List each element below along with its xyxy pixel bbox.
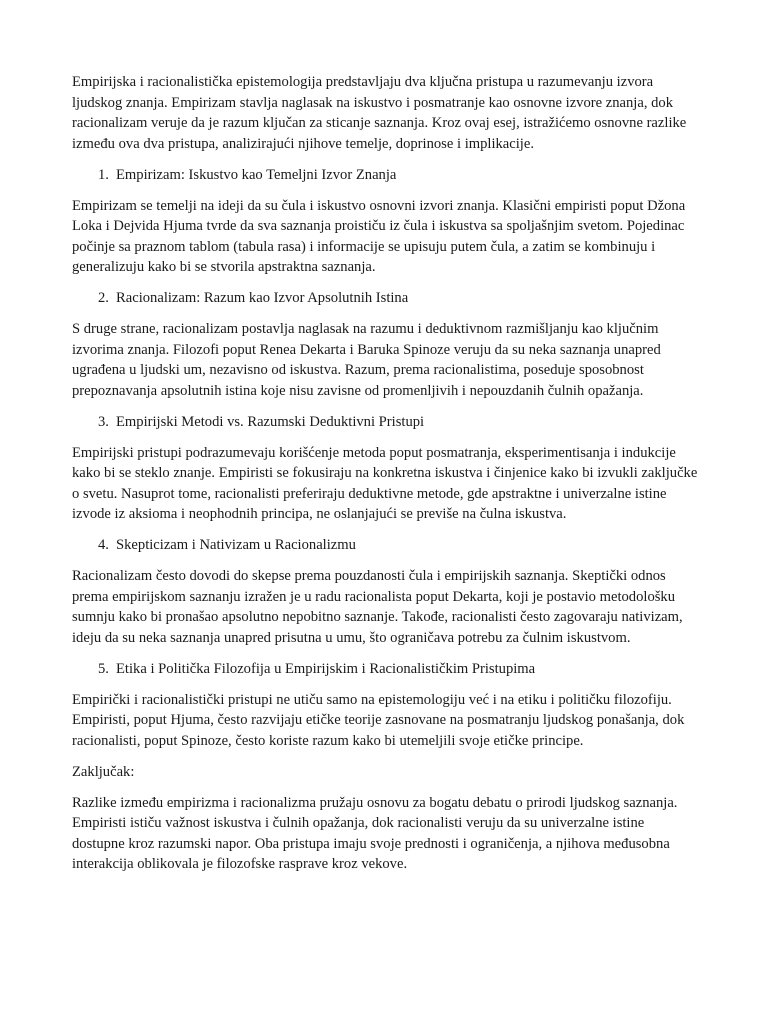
section-body-3: Empirijski pristupi podrazumevaju korišćenje metoda poput posmatranja, eksperimentisanja i indukcije kako bi se steklo znanje. Empiristi se fokusiraju na konkretna iskustva i činjenice kako bi izvukli zaključke o svetu. Nasuprot tome, racionalisti preferiraju deduktivne metode, gde apstraktne i univerzalne istine izvode iz aksioma i neophodnih principa, ne oslanjajući se previše na čulna iskustva. bbox=[72, 444, 698, 522]
section-heading-5 bbox=[72, 659, 698, 680]
section-title: Empirijski Metodi vs. Razumski Deduktivni Pristupi bbox=[116, 413, 425, 430]
section-body-2: S druge strane, racionalizam postavlja naglasak na razumu i deduktivnom razmišljanju kao ključnim izvorima znanja. Filozofi poput Renea Dekarta i Baruka Spinoze veruju da su neka saznanja unapred ugrađena u ljudski um, nezavisno od iskustva. Razum, prema racionalistima, poseduje sposobnost prepoznavanja apsolutnih istina koje nisu zavisne od promenljivih i nepouzdanih čulnih opažanja. bbox=[72, 321, 661, 399]
section-number: 3. bbox=[98, 413, 109, 430]
section-heading-3 bbox=[72, 412, 698, 433]
section-number: 5. bbox=[98, 660, 109, 677]
section-body-4: Racionalizam često dovodi do skepse prema pouzdanosti čula i empirijskih saznanja. Skeptički odnos prema empirijskom saznanju izražen je u radu racionalista poput Dekarta, koji je postavio metodološku sumnju kako bi pronašao apsolutno nepobitno saznanje. Takođe, racionalisti često zagovaraju nativizam, ideju da su neka saznanja unapred prisutna u umu, što ograničava potrebu za čulnim iskustvom. bbox=[72, 568, 683, 646]
section-title: Empirizam: Iskustvo kao Temeljni Izvor Znanja bbox=[116, 166, 397, 183]
section-body-1: Empirizam se temelji na ideji da su čula i iskustvo osnovni izvori znanja. Klasični empiristi poput Džona Loka i Dejvida Hjuma tvrde da sva saznanja proističu iz čula i iskustva sa spoljašnjim svetom. Pojedinac počinje sa praznom tablom (tabula rasa) i informacije se upisuju putem čula, a zatim se kombinuju i generalizuju kako bi se stvorila apstraktna saznanja. bbox=[72, 197, 686, 275]
section-title: Etika i Politička Filozofija u Empirijskim i Racionalističkim Pristupima bbox=[116, 660, 536, 677]
section-title: Skepticizam i Nativizam u Racionalizmu bbox=[116, 537, 356, 553]
section-heading-1 bbox=[72, 165, 698, 186]
section-number: 2. bbox=[98, 290, 109, 306]
section-title: Racionalizam: Razum kao Izvor Apsolutnih Istina bbox=[116, 290, 409, 306]
section-number: 4. bbox=[98, 537, 109, 553]
section-heading-4 bbox=[72, 535, 698, 556]
conclusion-label: Zaključak: bbox=[72, 763, 135, 780]
section-body-5: Empirički i racionalistički pristupi ne utiču samo na epistemologiju već i na etiku i političku filozofiju. Empiristi, poput Hjuma, često razvijaju etičke teorije zasnovane na posmatranju ljudskog ponašanja, dok racionalisti, poput Spinoze, često koriste razum kako bi utemeljili svoje etičke principe. bbox=[72, 691, 685, 749]
section-number: 1. bbox=[98, 166, 109, 183]
section-heading-2 bbox=[72, 288, 698, 309]
conclusion-paragraph: Razlike između empirizma i racionalizma pružaju osnovu za bogatu debatu o prirodi ljudskog saznanja. Empiristi ističu važnost iskustva i čulnih opažanja, dok racionalisti veruju da su univerzalne istine dostupne kroz razumski napor. Oba pristupa imaju svoje prednosti i ograničenja, a njihova međusobna interakcija oblikovala je filozofske rasprave kroz vekove. bbox=[72, 794, 678, 872]
intro-paragraph: Empirijska i racionalistička epistemologija predstavljaju dva ključna pristupa u razumevanju izvora ljudskog znanja. Empirizam stavlja naglasak na iskustvo i posmatranje kao osnovne izvore znanja, dok racionalizam veruje da je razum ključan za sticanje saznanja. Kroz ovaj esej, istražićemo osnovne razlike između ova dva pristupa, analizirajući njihove temelje, doprinose i implikacije. bbox=[72, 74, 687, 152]
document-page bbox=[72, 72, 698, 885]
